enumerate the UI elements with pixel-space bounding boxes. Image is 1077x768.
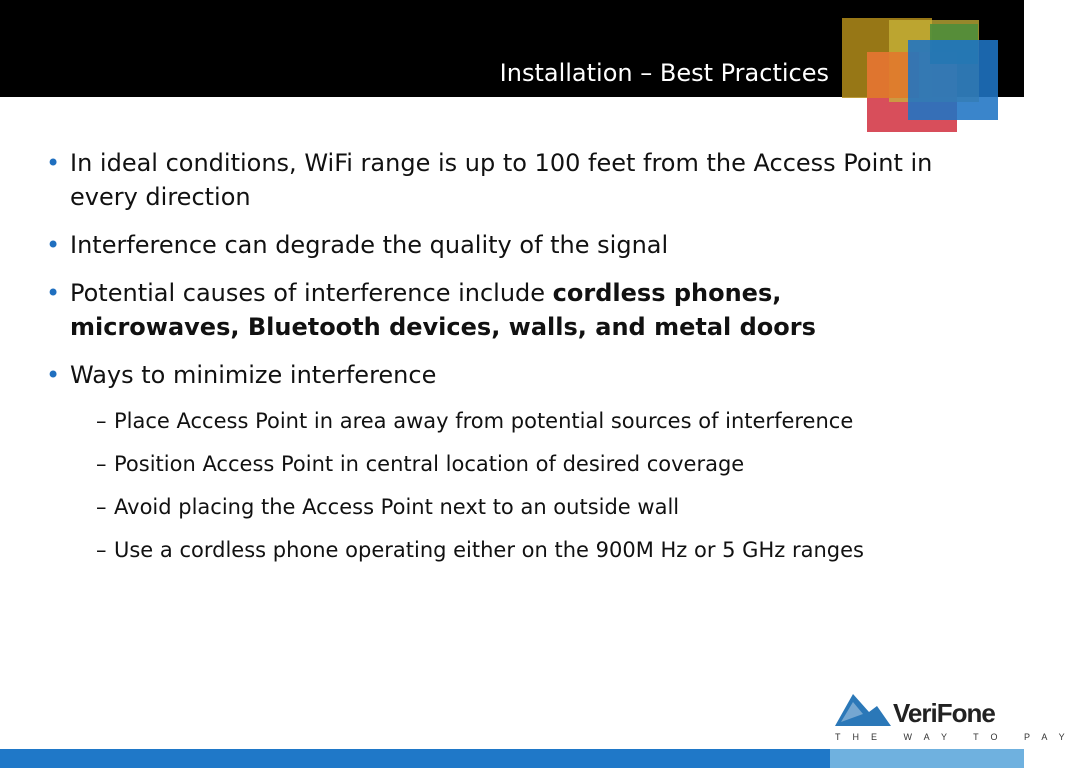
- sub-bullet-list: [46, 406, 946, 565]
- bullet-item: [46, 146, 946, 214]
- logo-tagline: THE WAY TO PAY: [835, 732, 1077, 742]
- decor-square-blue: [908, 40, 998, 120]
- sub-bullet-item: [96, 492, 946, 522]
- bullet-text: Potential causes of interference include: [70, 279, 553, 307]
- verifone-logo: [833, 688, 1077, 746]
- bullet-marker: •: [46, 149, 61, 177]
- bullet-marker: •: [46, 279, 61, 307]
- sub-bullet-item: [96, 449, 946, 479]
- logo-wordmark: VeriFone: [893, 698, 995, 728]
- sub-bullet-text: Use a cordless phone operating either on the 900M Hz or 5 GHz ranges: [114, 538, 864, 562]
- sub-bullet-text: Position Access Point in central location of desired coverage: [114, 452, 745, 476]
- bullet-text: Interference can degrade the quality of the signal: [70, 231, 669, 259]
- sub-bullet-item: [96, 535, 946, 565]
- dash-marker: –: [96, 495, 107, 519]
- bullet-bold-text: cordless phones, microwaves, Bluetooth devices, walls, and metal doors: [70, 279, 816, 341]
- footer-accent-bar: [830, 749, 1024, 768]
- bullet-item: [46, 228, 946, 262]
- bullet-marker: •: [46, 361, 61, 389]
- sub-bullet-item: [96, 406, 946, 436]
- bullet-text: In ideal conditions, WiFi range is up to 100 feet from the Access Point in every direction: [70, 149, 933, 211]
- bullet-item: [46, 358, 946, 392]
- sub-bullet-text: Avoid placing the Access Point next to an outside wall: [114, 495, 680, 519]
- bullet-text: Ways to minimize interference: [70, 361, 437, 389]
- dash-marker: –: [96, 409, 107, 433]
- slide-title: Installation – Best Practices: [499, 59, 829, 87]
- slide-body: [46, 146, 946, 578]
- bullet-item: [46, 276, 946, 344]
- logo-mark-icon: [833, 688, 893, 728]
- sub-bullet-text: Place Access Point in area away from potential sources of interference: [114, 409, 854, 433]
- dash-marker: –: [96, 452, 107, 476]
- dash-marker: –: [96, 538, 107, 562]
- bullet-marker: •: [46, 231, 61, 259]
